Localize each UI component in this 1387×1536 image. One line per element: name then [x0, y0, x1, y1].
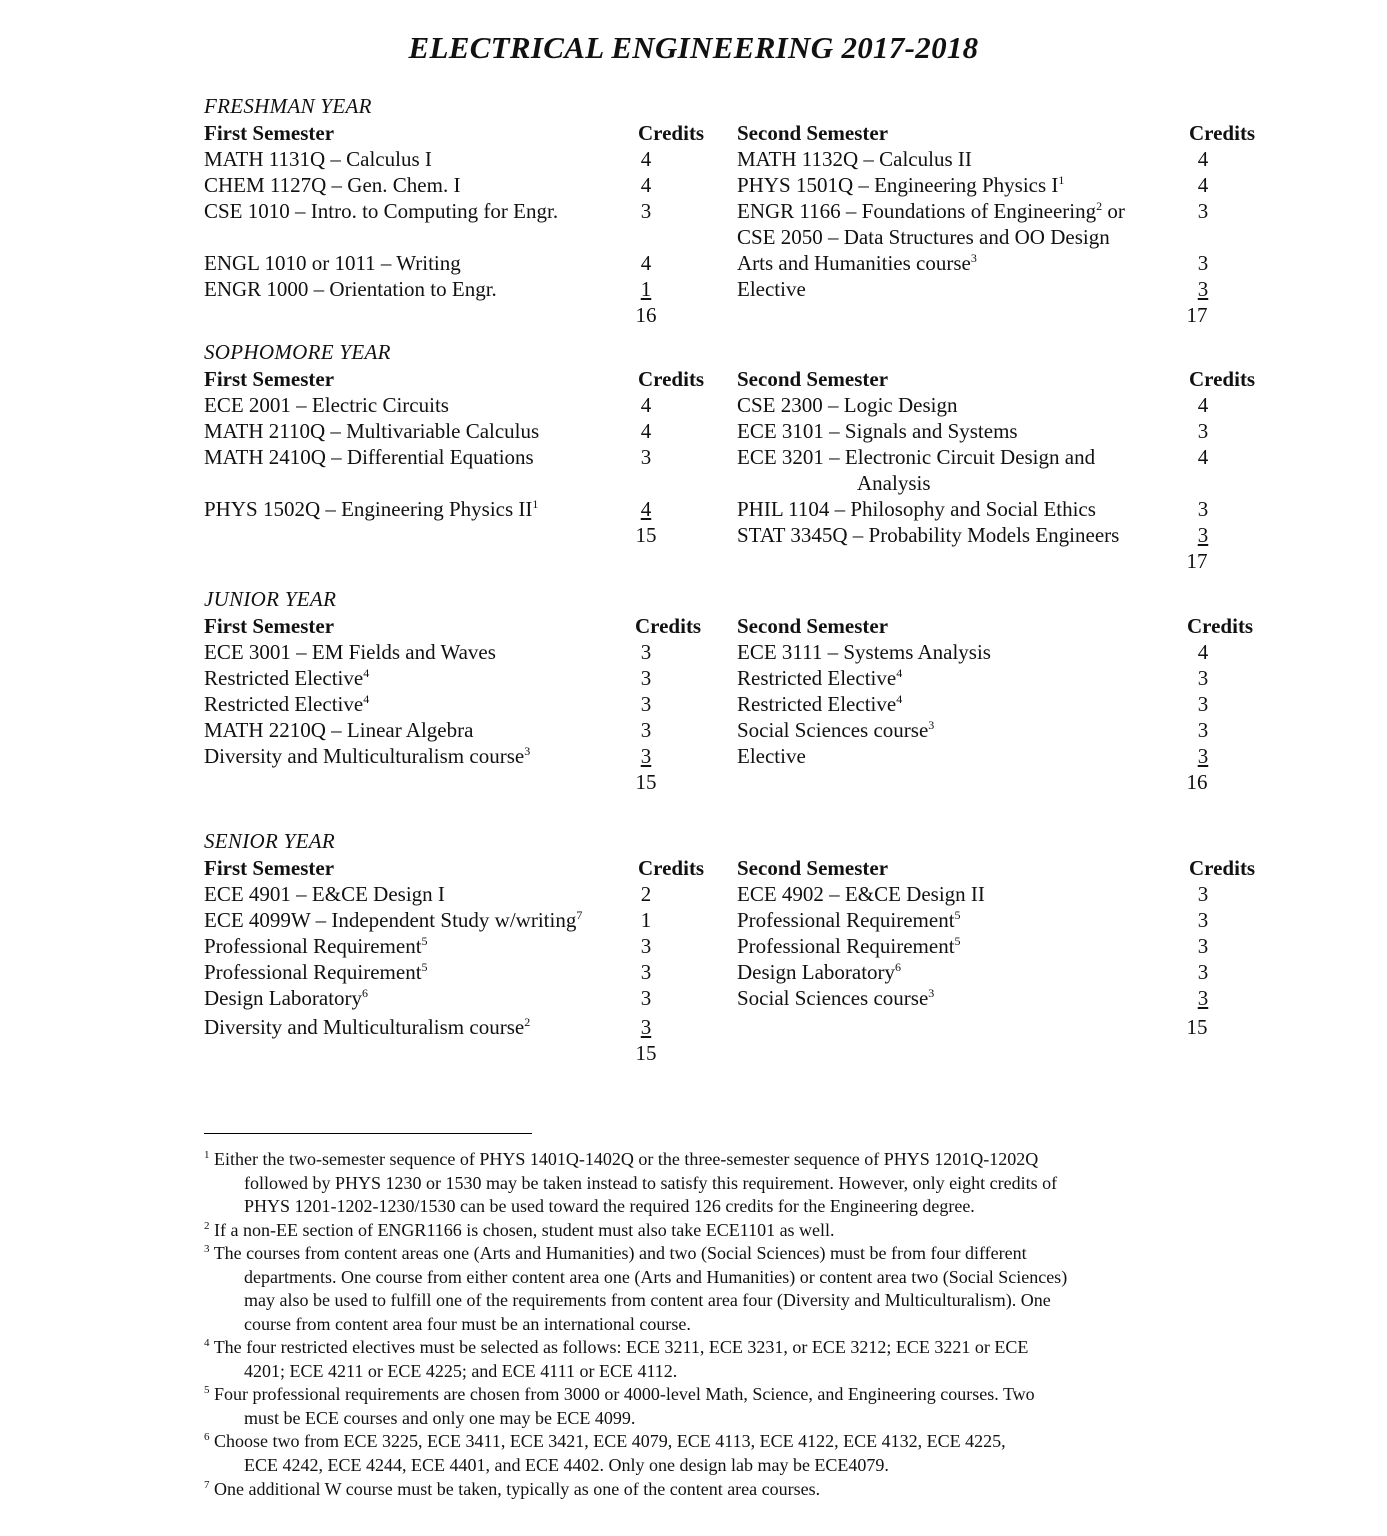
course-name: CHEM 1127Q – Gen. Chem. I: [204, 173, 461, 197]
course-row: [204, 743, 530, 769]
course-credits: 2: [640, 882, 652, 906]
footnote-number: 7: [204, 1479, 210, 1491]
course-name: MATH 2410Q – Differential Equations: [204, 445, 534, 469]
course-row: [204, 665, 369, 691]
course-name: MATH 2110Q – Multivariable Calculus: [204, 419, 540, 443]
course-name: ECE 3001 – EM Fields and Waves: [204, 640, 496, 664]
footnote-number: 6: [204, 1431, 210, 1443]
course-name: ECE 2001 – Electric Circuits: [204, 393, 449, 417]
course-credits: 3: [1197, 986, 1209, 1010]
course-row: [204, 881, 445, 907]
course-name: Analysis: [857, 471, 931, 495]
credits-heading: Credits: [1187, 614, 1254, 638]
course-row: [737, 691, 902, 717]
course-credits: 3: [1197, 960, 1209, 984]
footnote-text: One additional W course must be taken, typically as one of the content area courses.: [214, 1479, 821, 1499]
footnote-text: If a non-EE section of ENGR1166 is chosen, student must also take ECE1101 as well.: [214, 1220, 835, 1240]
course-name: ECE 4099W – Independent Study w/writing: [204, 908, 577, 932]
footnote-number: 4: [204, 1337, 210, 1349]
course-row: [737, 959, 901, 985]
course-row: [204, 418, 539, 444]
course-credits: 3: [640, 199, 652, 223]
footnote-4: [204, 1336, 1194, 1383]
footnote-text: The courses from content areas one (Arts and Humanities) and two (Social Sciences) must be from four different: [213, 1243, 1027, 1263]
senior-year-heading: SENIOR YEAR: [204, 829, 336, 853]
course-name: PHYS 1502Q – Engineering Physics II: [204, 497, 533, 521]
footnote-5: [204, 1383, 1194, 1430]
course-name: Design Laboratory: [204, 986, 363, 1010]
second-semester-heading: Second Semester: [737, 856, 889, 880]
course-row: [204, 276, 497, 302]
semester-total: 17: [1186, 303, 1208, 327]
course-credits: 4: [1197, 640, 1209, 664]
credits-heading: Credits: [638, 856, 705, 880]
course-credits: 4: [1197, 393, 1209, 417]
course-row: [204, 250, 461, 276]
footnote-text: must be ECE courses and only one may be ECE 4099.: [244, 1407, 636, 1428]
footnote-text: Four professional requirements are chosen from 3000 or 4000-level Math, Science, and Engineering courses. Two: [214, 1384, 1035, 1404]
credits-heading: Credits: [638, 121, 705, 145]
course-row: [737, 172, 1064, 198]
course-row: [204, 933, 428, 959]
course-name: CSE 1010 – Intro. to Computing for Engr.: [204, 199, 559, 223]
course-name: Diversity and Multiculturalism course: [204, 1015, 525, 1039]
course-row: [204, 717, 473, 743]
footnote-text: course from content area four must be an international course.: [244, 1313, 691, 1334]
course-row: [204, 985, 368, 1011]
course-credits: 4: [640, 497, 652, 521]
footnote-number: 5: [204, 1384, 210, 1396]
course-name: Design Laboratory: [737, 960, 896, 984]
second-semester-heading: Second Semester: [737, 367, 889, 391]
course-credits: 3: [1197, 744, 1209, 768]
course-credits: 3: [1197, 882, 1209, 906]
course-name: Professional Requirement: [737, 908, 955, 932]
course-name: Arts and Humanities course: [737, 251, 971, 275]
semester-total: 17: [1186, 549, 1208, 573]
course-credits: 3: [1197, 497, 1209, 521]
course-credits: 3: [1197, 199, 1209, 223]
course-credits: 4: [640, 173, 652, 197]
footnote-ref: 5: [421, 960, 428, 974]
semester-total: 15: [1186, 1015, 1208, 1039]
credits-heading: Credits: [1189, 121, 1256, 145]
course-row: [204, 392, 449, 418]
course-row: [737, 250, 977, 276]
course-credits: 3: [640, 718, 652, 742]
semester-total: 15: [635, 770, 657, 794]
course-name: Restricted Elective: [737, 692, 897, 716]
course-name: PHYS 1501Q – Engineering Physics I: [737, 173, 1059, 197]
semester-total: 16: [635, 303, 657, 327]
page-title: ELECTRICAL ENGINEERING 2017-2018: [408, 30, 979, 65]
course-name: Restricted Elective: [737, 666, 897, 690]
footnote-divider: [204, 1133, 532, 1134]
course-credits: 3: [640, 1015, 652, 1039]
course-credits: 4: [640, 393, 652, 417]
course-name: MATH 1132Q – Calculus II: [737, 147, 972, 171]
course-row: [737, 639, 991, 665]
first-semester-heading: First Semester: [204, 856, 335, 880]
course-row: [204, 496, 538, 522]
course-row: [737, 198, 1125, 224]
course-suffix: or: [1102, 199, 1125, 223]
course-row: [737, 907, 961, 933]
semester-total: 15: [635, 523, 657, 547]
course-row: [737, 665, 902, 691]
course-credits: 4: [640, 251, 652, 275]
course-credits: 4: [1197, 445, 1209, 469]
course-name: STAT 3345Q – Probability Models Engineers: [737, 523, 1120, 547]
second-semester-heading: Second Semester: [737, 121, 889, 145]
footnote-number: 3: [204, 1243, 210, 1255]
course-row: [204, 146, 432, 172]
course-credits: 3: [640, 744, 652, 768]
credits-heading: Credits: [638, 367, 705, 391]
course-credits: 3: [1197, 666, 1209, 690]
course-name: PHIL 1104 – Philosophy and Social Ethics: [737, 497, 1096, 521]
course-row: [737, 933, 961, 959]
course-name: Social Sciences course: [737, 718, 929, 742]
junior-year-heading: JUNIOR YEAR: [204, 587, 337, 611]
course-name: ECE 3201 – Electronic Circuit Design and: [737, 445, 1096, 469]
course-name: MATH 2210Q – Linear Algebra: [204, 718, 474, 742]
course-name: Elective: [737, 277, 806, 301]
course-row: [737, 146, 972, 172]
course-row: [737, 717, 934, 743]
footnote-text: may also be used to fulfill one of the requirements from content area four (Diversity and Multiculturalism). One: [244, 1290, 1051, 1310]
footnote-ref: 2: [524, 1015, 531, 1029]
first-semester-heading: First Semester: [204, 121, 335, 145]
course-name: ECE 3111 – Systems Analysis: [737, 640, 991, 664]
course-row: [737, 418, 1018, 444]
course-name: ECE 4902 – E&CE Design II: [737, 882, 985, 906]
first-semester-heading: First Semester: [204, 367, 335, 391]
course-name: ECE 3101 – Signals and Systems: [737, 419, 1018, 443]
course-credits: 3: [1197, 277, 1209, 301]
course-name: MATH 1131Q – Calculus I: [204, 147, 432, 171]
course-row: [204, 907, 582, 933]
footnote-text: ECE 4242, ECE 4244, ECE 4401, and ECE 4402. Only one design lab may be ECE4079.: [244, 1454, 889, 1475]
footnote-number: 2: [204, 1220, 210, 1232]
course-credits: 3: [1197, 934, 1209, 958]
footnote-ref: 3: [928, 986, 935, 1000]
footnote-3: [204, 1242, 1194, 1336]
course-row: [737, 985, 934, 1011]
footnote-ref: 1: [532, 497, 539, 511]
sophomore-year-heading: SOPHOMORE YEAR: [204, 340, 391, 364]
course-name: Professional Requirement: [737, 934, 955, 958]
course-credits: 3: [640, 666, 652, 690]
footnote-ref: 5: [954, 934, 961, 948]
credits-heading: Credits: [1189, 856, 1256, 880]
footnote-text: Choose two from ECE 3225, ECE 3411, ECE 3421, ECE 4079, ECE 4113, ECE 4122, ECE 4132, ECE 4225,: [214, 1431, 1006, 1451]
footnote-text: Either the two-semester sequence of PHYS 1401Q-1402Q or the three-semester sequence of PHYS 1201Q-1202Q: [214, 1149, 1039, 1169]
course-row: [204, 959, 428, 985]
course-row: [737, 470, 931, 496]
course-credits: 4: [1197, 147, 1209, 171]
course-row: [204, 1014, 530, 1040]
course-credits: 4: [1197, 173, 1209, 197]
footnote-ref: 3: [970, 251, 977, 265]
first-semester-heading: First Semester: [204, 614, 335, 638]
footnote-ref: 7: [576, 908, 583, 922]
footnote-ref: 4: [363, 692, 370, 706]
course-name: Elective: [737, 744, 806, 768]
footnote-ref: 6: [362, 986, 369, 1000]
course-credits: 3: [1197, 692, 1209, 716]
course-credits: 3: [640, 640, 652, 664]
course-row: [737, 743, 806, 769]
course-row: [737, 522, 1119, 548]
footnote-text: 4201; ECE 4211 or ECE 4225; and ECE 4111 or ECE 4112.: [244, 1360, 678, 1381]
course-credits: 1: [640, 277, 652, 301]
footnote-ref: 5: [421, 934, 428, 948]
course-name: CSE 2050 – Data Structures and OO Design: [737, 225, 1110, 249]
footnote-ref: 2: [1096, 199, 1103, 213]
course-credits: 3: [640, 934, 652, 958]
course-name: ENGL 1010 or 1011 – Writing: [204, 251, 461, 275]
course-row: [737, 444, 1095, 470]
course-row: [737, 881, 985, 907]
footnote-ref: 6: [895, 960, 902, 974]
course-name: Restricted Elective: [204, 692, 364, 716]
credits-heading: Credits: [1189, 367, 1256, 391]
footnote-ref: 3: [524, 744, 531, 758]
footnote-ref: 1: [1058, 173, 1065, 187]
course-credits: 1: [640, 908, 652, 932]
footnote-1: [204, 1148, 1194, 1219]
course-row: [737, 224, 1110, 250]
footnote-ref: 4: [896, 666, 903, 680]
freshman-year-heading: FRESHMAN YEAR: [204, 94, 372, 118]
course-credits: 3: [640, 692, 652, 716]
course-name: ENGR 1166 – Foundations of Engineering: [737, 199, 1097, 223]
credits-heading: Credits: [635, 614, 702, 638]
second-semester-heading: Second Semester: [737, 614, 889, 638]
footnote-7: [204, 1478, 1194, 1502]
course-name: CSE 2300 – Logic Design: [737, 393, 958, 417]
course-row: [737, 496, 1096, 522]
semester-total: 15: [635, 1041, 657, 1065]
course-row: [737, 392, 958, 418]
course-name: Professional Requirement: [204, 934, 422, 958]
footnote-text: followed by PHYS 1230 or 1530 may be taken instead to satisfy this requirement. However, only eight credits of: [244, 1172, 1058, 1193]
footnote-ref: 3: [928, 718, 935, 732]
course-name: Professional Requirement: [204, 960, 422, 984]
footnote-number: 1: [204, 1149, 210, 1161]
course-name: Restricted Elective: [204, 666, 364, 690]
footnote-ref: 5: [954, 908, 961, 922]
course-credits: 3: [640, 960, 652, 984]
course-credits: 3: [1197, 908, 1209, 932]
footnote-text: The four restricted electives must be selected as follows: ECE 3211, ECE 3231, or ECE 3212; ECE 3221 or ECE: [213, 1337, 1029, 1357]
course-row: [204, 639, 496, 665]
course-credits: 3: [1197, 523, 1209, 547]
course-row: [204, 691, 369, 717]
course-name: Social Sciences course: [737, 986, 929, 1010]
course-row: [737, 276, 806, 302]
course-row: [204, 198, 558, 224]
course-name: ECE 4901 – E&CE Design I: [204, 882, 445, 906]
course-credits: 4: [640, 419, 652, 443]
course-name: ENGR 1000 – Orientation to Engr.: [204, 277, 497, 301]
footnote-6: [204, 1430, 1194, 1477]
footnote-text: departments. One course from either content area one (Arts and Humanities) or content area two (Social Sciences): [244, 1266, 1068, 1287]
footnote-ref: 4: [363, 666, 370, 680]
course-name: Diversity and Multiculturalism course: [204, 744, 525, 768]
course-credits: 3: [640, 986, 652, 1010]
semester-total: 16: [1186, 770, 1208, 794]
footnote-text: PHYS 1201-1202-1230/1530 can be used toward the required 126 credits for the Engineering degree.: [244, 1196, 975, 1216]
course-row: [204, 172, 460, 198]
course-credits: 4: [640, 147, 652, 171]
course-credits: 3: [1197, 419, 1209, 443]
course-credits: 3: [1197, 251, 1209, 275]
course-credits: 3: [640, 445, 652, 469]
footnote-ref: 4: [896, 692, 903, 706]
course-credits: 3: [1197, 718, 1209, 742]
footnote-2: [204, 1219, 1194, 1243]
course-row: [204, 444, 534, 470]
